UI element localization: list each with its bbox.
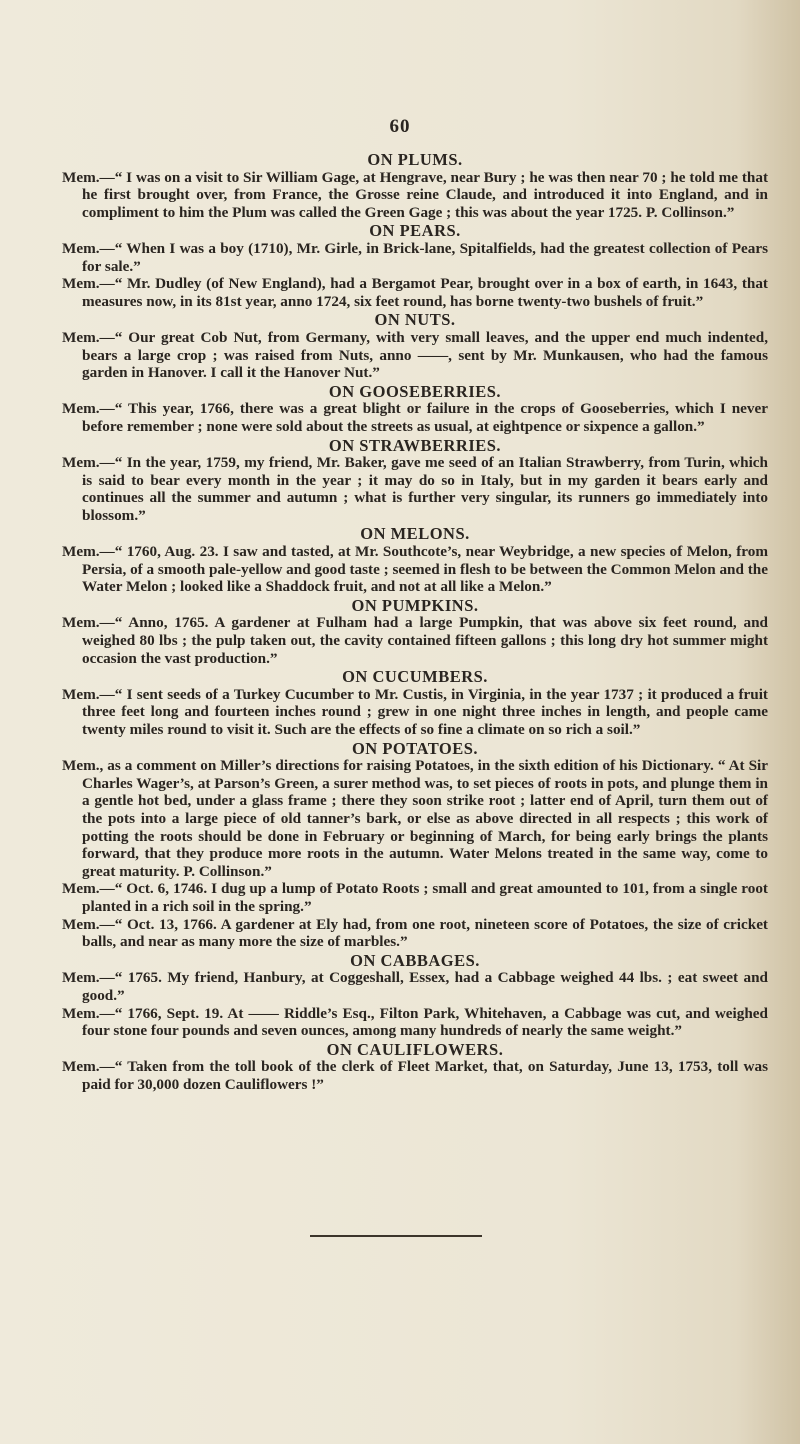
memo-entry: Mem.—“ Our great Cob Nut, from Germany, with very small leaves, and the upper end much indented, bears a large crop ; was raised from Nuts, anno ——, sent by Mr. Munkausen, who had the famous garden in Hanover. I call it the Hanover Nut.” bbox=[62, 328, 768, 382]
memo-entry: Mem.—“ 1760, Aug. 23. I saw and tasted, at Mr. Southcote’s, near Weybridge, a new species of Melon, from Persia, of a smooth pale-yellow and good taste ; seemed in flesh to be between the Common Melon and the Water Melon ; looked like a Shaddock fruit, and not at all like a Melon.” bbox=[62, 543, 768, 596]
memo-entry: Mem.—“ Mr. Dudley (of New England), had a Bergamot Pear, brought over in a box of earth, in 1643, that measures now, in its 81st year, anno 1724, six feet round, has borne twenty-two bushels of fruit.” bbox=[62, 275, 768, 310]
section-heading-plums: ON PLUMS. bbox=[367, 150, 463, 169]
memo-entry: Mem.—“ In the year, 1759, my friend, Mr. Baker, gave me seed of an Italian Strawberry, from Turin, which is said to bear every month in the year ; it may do so in Italy, but in my garden it bears early and continues all the summer and autumn ; what is further very singular, its runners go immediately into blossom.” bbox=[62, 454, 768, 524]
memo-entry: Mem., as a comment on Miller’s directions for raising Potatoes, in the sixth edition of his Dictionary. “ At Sir Charles Wager’s, at Parson’s Green, a surer method was, to set pieces of roots in pots, and plunge them in a gentle hot bed, under a glass frame ; there they soon strike root ; latter end of April, turn them out of the pots into a large piece of old tanner’s bark, or else as above directed in all respects ; this work of potting the roots should be done in February or beginning of March, for being early brings the plants forward, that they produce more roots in the autumn. Water Melons treated in the same way, come to great maturity. P. Collinson.” bbox=[62, 757, 768, 880]
memo-entry: Mem.—“ I sent seeds of a Turkey Cucumber to Mr. Custis, in Virginia, in the year 1737 ; it produced a fruit three feet long and fourteen inches round ; grew in one night three inches in length, and people came twenty miles round to visit it. Such are the effects of so fine a climate on so rich a soil.” bbox=[62, 685, 768, 738]
section-heading-melons: ON MELONS. bbox=[360, 524, 470, 544]
memo-entry: Mem.—“ Anno, 1765. A gardener at Fulham had a large Pumpkin, that was above six feet round, and weighed 80 lbs ; the pulp taken out, the cavity contained fifteen gallons ; this long dry hot summer might occasion the vast production.” bbox=[62, 614, 768, 667]
memo-entry: Mem.—“ 1765. My friend, Hanbury, at Coggeshall, Essex, had a Cabbage weighed 44 lbs. ; eat sweet and good.” bbox=[62, 969, 768, 1004]
section-heading-cucumbers: ON CUCUMBERS. bbox=[342, 667, 488, 687]
memo-entry: Mem.—“ 1766, Sept. 19. At —— Riddle’s Esq., Filton Park, Whitehaven, a Cabbage was cut, and weighed four stone four pounds and seven ounces, among many hundreds of nearly the same weight.” bbox=[62, 1004, 768, 1040]
section-heading-strawberries: ON STRAWBERRIES. bbox=[328, 435, 502, 455]
section-divider-rule bbox=[310, 1235, 482, 1237]
memo-entry: Mem.—“ Oct. 13, 1766. A gardener at Ely had, from one root, nineteen score of Potatoes, the size of cricket balls, and near as many more the size of marbles.” bbox=[62, 915, 768, 951]
memo-entry: Mem.—“ Taken from the toll book of the clerk of Fleet Market, that, on Saturday, June 13, 1753, toll was paid for 30,000 dozen Cauliflowers !” bbox=[62, 1058, 768, 1093]
section-heading-pumpkins: ON PUMPKINS. bbox=[351, 595, 479, 615]
memo-entry: Mem.—“ When I was a boy (1710), Mr. Girle, in Brick-lane, Spitalfields, had the greatest collection of Pears for sale.” bbox=[62, 239, 768, 275]
section-heading-nuts: ON NUTS. bbox=[374, 310, 456, 330]
memo-entry: Mem.—“ This year, 1766, there was a great blight or failure in the crops of Gooseberries, which I never before remember ; none were sold about the streets as usual, at eightpence or sixpence a gallon.” bbox=[62, 400, 768, 435]
memo-entry: Mem.—“ Oct. 6, 1746. I dug up a lump of Potato Roots ; small and great amounted to 101, from a single root planted in a rich soil in the spring.” bbox=[62, 880, 768, 915]
memo-entry: Mem.—“ I was on a visit to Sir William Gage, at Hengrave, near Bury ; he was then near 70 ; he told me that he first brought over, from France, the Grosse reine Claude, and introduced it into England, and in compliment to him the Plum was called the Green Gage ; this was about the year 1725. P. Collinson.” bbox=[62, 168, 768, 221]
section-heading-potatoes: ON POTATOES. bbox=[351, 738, 479, 758]
section-heading-pears: ON PEARS. bbox=[369, 221, 461, 241]
section-heading-gooseberries: ON GOOSEBERRIES. bbox=[328, 381, 502, 401]
page-number: 60 bbox=[389, 116, 411, 137]
page-body bbox=[62, 150, 768, 1093]
section-heading-cabbages: ON CABBAGES. bbox=[350, 950, 480, 970]
section-heading-cauliflowers: ON CAULIFLOWERS. bbox=[326, 1039, 504, 1059]
